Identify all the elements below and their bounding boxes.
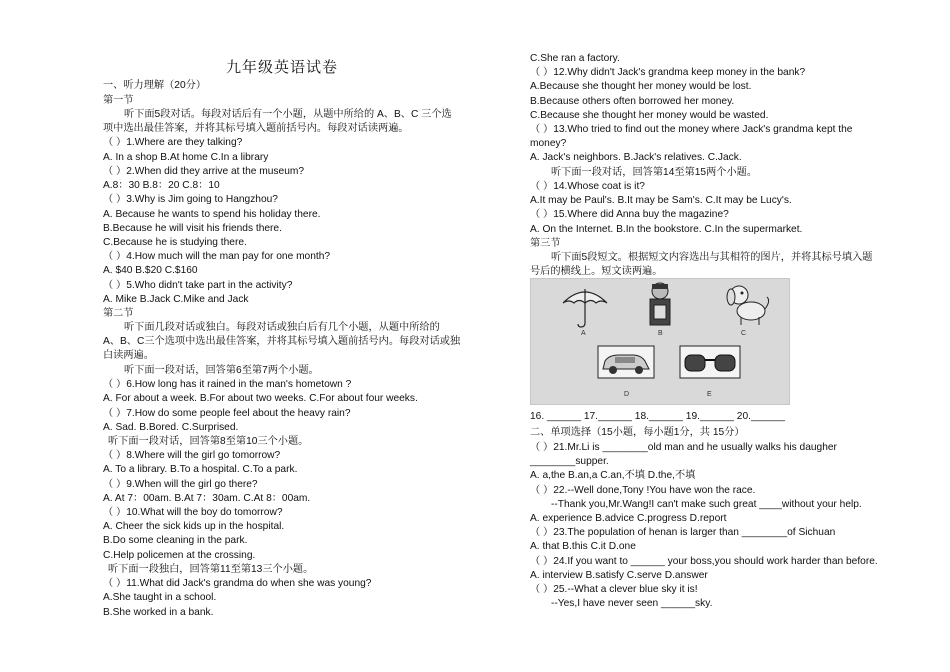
question-22: （ ）22.--Well done,Tony !You have won the race. — [530, 485, 756, 496]
option-c: C.She ran a factory. — [530, 53, 620, 64]
options: A. For about a week. B.For about two weeks. C.For about four weeks. — [103, 393, 418, 404]
options: A.8：30 B.8：20 C.8：10 — [103, 180, 220, 191]
option-c: C.Because he is studying there. — [103, 237, 247, 248]
question-13: （ ）13.Who tried to find out the money where Jack's grandma kept the — [530, 124, 853, 135]
instruction-text: 白读两遍。 — [103, 350, 154, 361]
instruction-text: 听下面几段对话或独白。每段对话或独白后有几个小题，从题中所给的 — [124, 322, 440, 333]
options: A. At 7：00am. B.At 7：30am. C.At 8：00am. — [103, 493, 311, 504]
instruction-text: 听下面5段短文。根据短文内容选出与其相符的图片，并将其标号填入题 — [551, 252, 873, 263]
option-b: B.She worked in a bank. — [103, 607, 214, 618]
question-1: （ ）1.Where are they talking? — [103, 137, 243, 148]
question-8: （ ）8.Where will the girl go tomorrow? — [103, 450, 281, 461]
picture-label-d: D — [624, 391, 630, 398]
glasses-icon — [679, 345, 741, 381]
option-a: A. Because he wants to spend his holiday there. — [103, 209, 321, 220]
instruction-text: 听下面5段对话。每段对话后有一个小题，从题中所给的 A、B、C 三个选 — [124, 109, 452, 120]
option-a: A.She taught in a school. — [103, 592, 217, 603]
options: A. interview B.satisfy C.serve D.answer — [530, 570, 708, 581]
section-heading: 一、听力理解（20分） — [103, 80, 207, 91]
instruction-text: 听下面一段独白，回答第11至第13三个小题。 — [108, 564, 314, 575]
question-2: （ ）2.When did they arrive at the museum? — [103, 166, 305, 177]
question-25-cont: --Yes,I have never seen ______sky. — [551, 598, 713, 609]
option-b: B.Do some cleaning in the park. — [103, 535, 248, 546]
option-b: B.Because he will visit his friends there. — [103, 223, 282, 234]
question-22-cont: --Thank you,Mr.Wang!I can't make such great ____without your help. — [551, 499, 862, 510]
picture-panel — [530, 278, 790, 405]
picture-label-b: B — [658, 330, 663, 337]
question-7: （ ）7.How do some people feel about the heavy rain? — [103, 408, 351, 419]
question-10: （ ）10.What will the boy do tomorrow? — [103, 507, 283, 518]
subsection-heading: 第二节 — [103, 308, 134, 319]
options: A. experience B.advice C.progress D.report — [530, 513, 727, 524]
question-13-cont: money? — [530, 138, 567, 149]
options: A. Mike B.Jack C.Mike and Jack — [103, 294, 249, 305]
instruction-text: 项中选出最佳答案，并将其标号填入题前括号内。每段对话读两遍。 — [103, 123, 409, 134]
picture-label-e: E — [707, 391, 712, 398]
options: A. In a shop B.At home C.In a library — [103, 152, 269, 163]
question-11: （ ）11.What did Jack's grandma do when she was young? — [103, 578, 372, 589]
options: A. Jack's neighbors. B.Jack's relatives. C.Jack. — [530, 152, 742, 163]
option-b: B.Because others often borrowed her money. — [530, 96, 735, 107]
instruction-text: 听下面一段对话，回答第8至第10三个小题。 — [108, 436, 309, 447]
answer-blanks: 16. ______ 17.______ 18.______ 19.______ 20.______ — [530, 411, 785, 422]
question-3: （ ）3.Why is Jim going to Hangzhou? — [103, 194, 278, 205]
umbrella-icon — [559, 285, 611, 329]
question-21: （ ）21.Mr.Li is ________old man and he usually walks his daugher — [530, 442, 837, 453]
question-9: （ ）9.When will the girl go there? — [103, 479, 258, 490]
page-title: 九年级英语试卷 — [226, 58, 339, 76]
picture-label-a: A — [581, 330, 586, 337]
car-icon — [597, 345, 655, 381]
question-14: （ ）14.Whose coat is it? — [530, 181, 645, 192]
question-25: （ ）25.--What a clever blue sky it is! — [530, 584, 698, 595]
question-5: （ ）5.Who didn't take part in the activity? — [103, 280, 293, 291]
question-15: （ ）15.Where did Anna buy the magazine? — [530, 209, 729, 220]
instruction-text: A、B、C三个选项中选出最佳答案，并将其标号填入题前括号内。每段对话或独 — [103, 336, 461, 347]
options: A. that B.this C.it D.one — [530, 541, 636, 552]
question-4: （ ）4.How much will the man pay for one month? — [103, 251, 331, 262]
picture-label-c: C — [741, 330, 747, 337]
question-23: （ ）23.The population of henan is larger than ________of Sichuan — [530, 527, 836, 538]
question-21-cont: ________supper. — [530, 456, 609, 467]
option-c: C.Because she thought her money would be wasted. — [530, 110, 769, 121]
option-c: C.Help policemen at the crossing. — [103, 550, 256, 561]
option-a: A. Cheer the sick kids up in the hospital. — [103, 521, 285, 532]
instruction-text: 听下面一段对话，回答第6至第7两个小题。 — [124, 365, 319, 376]
instruction-text: 号后的横线上。短文读两遍。 — [530, 266, 663, 277]
options: A. a,the B.an,a C.an,不填 D.the,不填 — [530, 470, 696, 481]
instruction-text: 听下面一段对话，回答第14至第15两个小题。 — [551, 167, 758, 178]
options: A. $40 B.$20 C.$160 — [103, 265, 198, 276]
man-with-book-icon — [639, 281, 681, 329]
options: A. Sad. B.Bored. C.Surprised. — [103, 422, 239, 433]
dog-icon — [721, 281, 773, 327]
subsection-heading: 第一节 — [103, 95, 134, 106]
options: A. On the Internet. B.In the bookstore. C.In the supermarket. — [530, 224, 803, 235]
question-12: （ ）12.Why didn't Jack's grandma keep money in the bank? — [530, 67, 806, 78]
options: A. To a library. B.To a hospital. C.To a park. — [103, 464, 298, 475]
subsection-heading: 第三节 — [530, 238, 561, 249]
question-24: （ ）24.If you want to ______ your boss,you should work harder than before. — [530, 556, 878, 567]
section-heading: 二、单项选择（15小题，每小题1分，共 15分） — [530, 427, 745, 438]
options: A.It may be Paul's. B.It may be Sam's. C.It may be Lucy's. — [530, 195, 792, 206]
question-6: （ ）6.How long has it rained in the man's hometown ? — [103, 379, 352, 390]
option-a: A.Because she thought her money would be lost. — [530, 81, 752, 92]
